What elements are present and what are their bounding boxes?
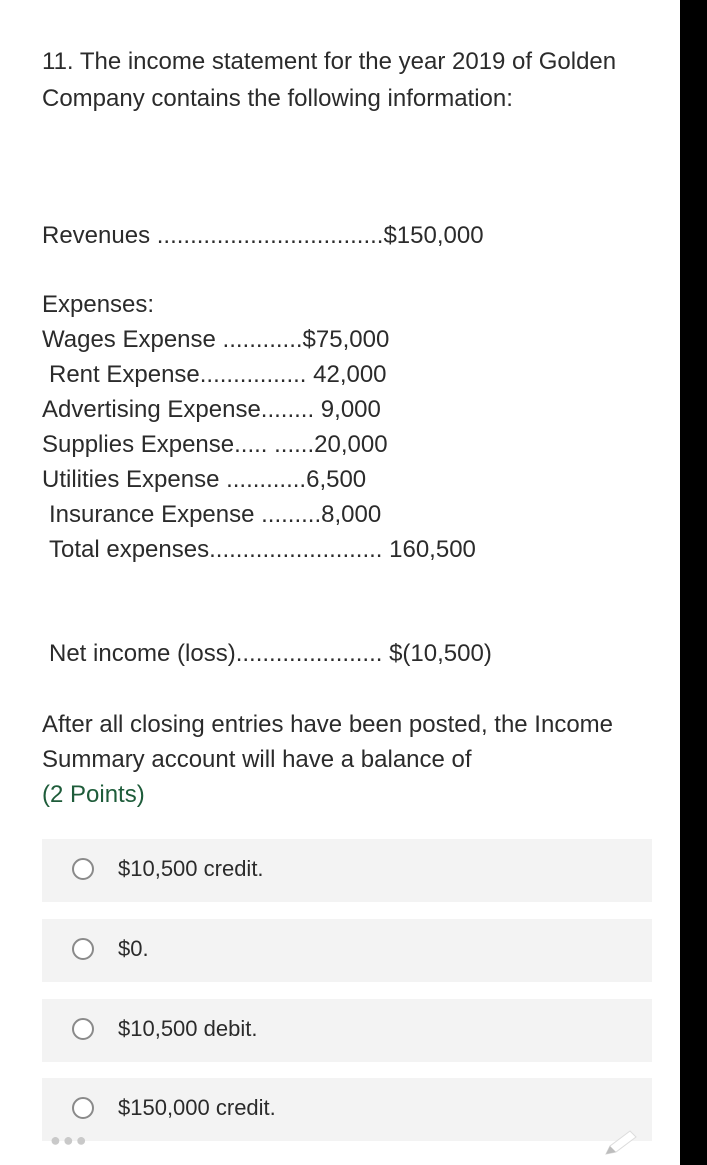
answer-label: $150,000 credit. bbox=[118, 1095, 276, 1120]
more-dots-icon[interactable]: ●●● bbox=[50, 1130, 89, 1150]
answer-option[interactable] bbox=[42, 1078, 652, 1141]
question-text: 11. The income statement for the year 2019 of Golden Company contains the following information: bbox=[42, 48, 617, 112]
answer-option[interactable] bbox=[42, 999, 652, 1062]
prompt-text: After all closing entries have been posted, the Income Summary account will have a balance of bbox=[42, 711, 614, 773]
points-label: (2 Points) bbox=[42, 781, 145, 808]
radio-button[interactable] bbox=[72, 1097, 94, 1119]
answer-option[interactable] bbox=[42, 839, 652, 902]
revenues-line: Revenues ..................................$150,000 bbox=[42, 222, 484, 249]
total-expenses-line: Total expenses.......................... 160,500 bbox=[49, 536, 476, 563]
radio-button[interactable] bbox=[72, 858, 94, 880]
answer-label: $10,500 debit. bbox=[118, 1016, 258, 1041]
expense-line: Insurance Expense .........8,000 bbox=[49, 501, 382, 528]
answer-label: $0. bbox=[118, 936, 149, 961]
answer-label: $10,500 credit. bbox=[118, 856, 264, 881]
net-income-line: Net income (loss)...................... $(10,500) bbox=[49, 640, 492, 667]
expense-line: Wages Expense ............$75,000 bbox=[42, 326, 390, 353]
question-prompt bbox=[42, 707, 662, 812]
expense-line: Utilities Expense ............6,500 bbox=[42, 466, 367, 493]
pencil-icon[interactable] bbox=[600, 1128, 640, 1158]
answer-option[interactable] bbox=[42, 919, 652, 982]
expenses-heading: Expenses: bbox=[42, 291, 155, 318]
expense-line: Advertising Expense........ 9,000 bbox=[42, 396, 381, 423]
radio-button[interactable] bbox=[72, 1018, 94, 1040]
expense-line: Rent Expense................ 42,000 bbox=[49, 361, 387, 388]
expense-line: Supplies Expense..... ......20,000 bbox=[42, 431, 388, 458]
radio-button[interactable] bbox=[72, 938, 94, 960]
